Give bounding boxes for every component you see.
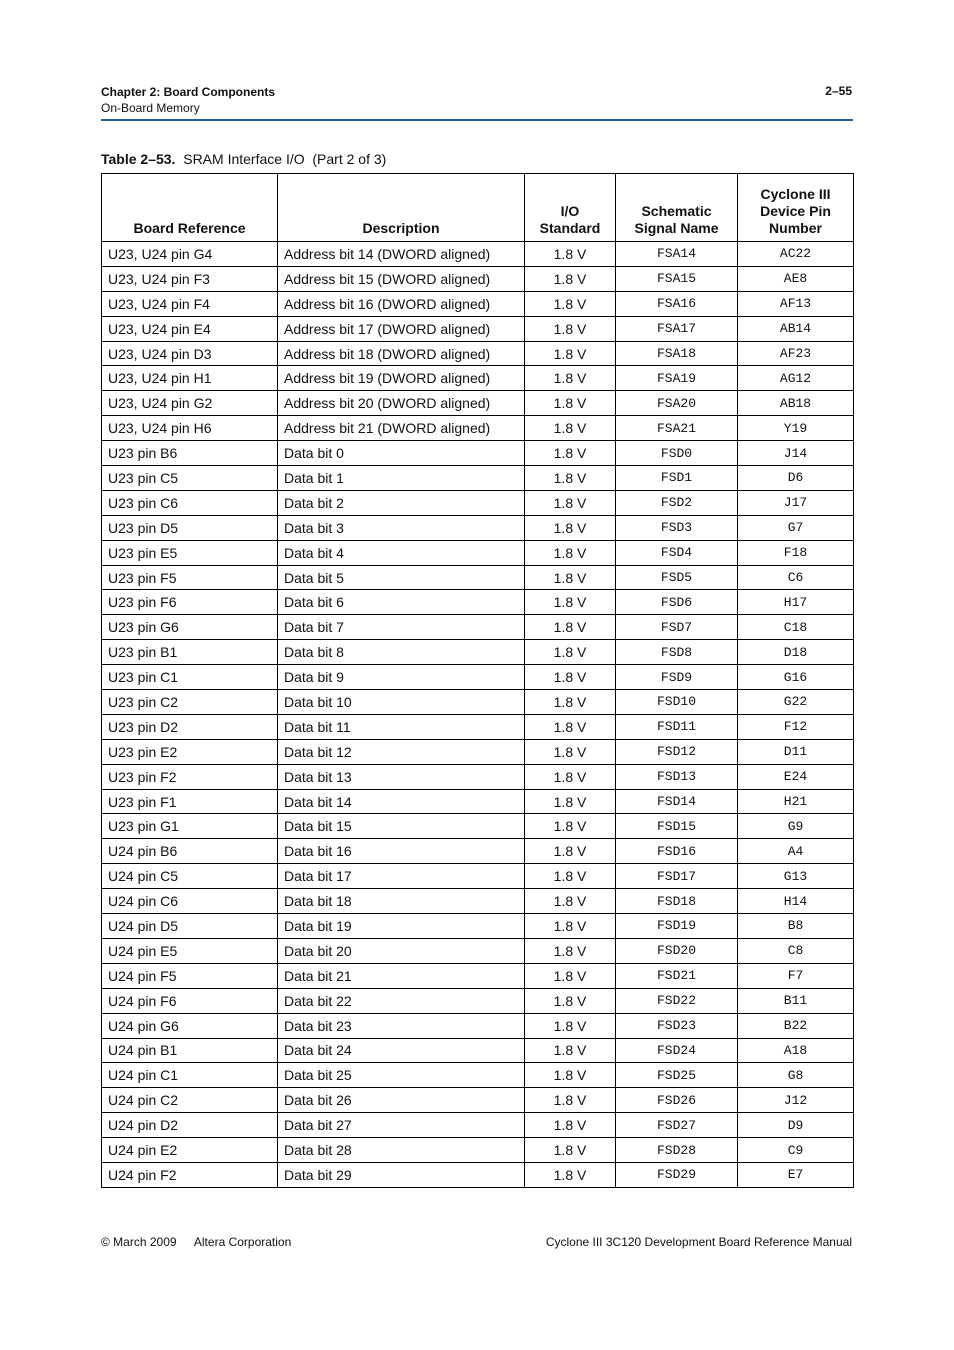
cell-description: Data bit 26 — [278, 1088, 525, 1113]
cell-board-reference: U24 pin B6 — [102, 839, 278, 864]
running-header — [101, 84, 275, 116]
cell-io-standard: 1.8 V — [525, 714, 616, 739]
cell-board-reference: U24 pin F2 — [102, 1162, 278, 1187]
cell-device-pin: F7 — [738, 963, 854, 988]
table-row — [102, 839, 854, 864]
section-title: On-Board Memory — [101, 101, 200, 115]
cell-description: Data bit 20 — [278, 938, 525, 963]
cell-io-standard: 1.8 V — [525, 1063, 616, 1088]
cell-device-pin: F18 — [738, 540, 854, 565]
cell-description: Data bit 19 — [278, 914, 525, 939]
cell-signal-name: FSD20 — [616, 938, 738, 963]
table-row — [102, 540, 854, 565]
cell-description: Data bit 17 — [278, 864, 525, 889]
cell-io-standard: 1.8 V — [525, 814, 616, 839]
cell-signal-name: FSD25 — [616, 1063, 738, 1088]
cell-board-reference: U23 pin F6 — [102, 590, 278, 615]
col-header-schematic-signal-name: Schematic Signal Name — [616, 174, 738, 242]
cell-board-reference: U23, U24 pin H6 — [102, 416, 278, 441]
cell-signal-name: FSD17 — [616, 864, 738, 889]
cell-signal-name: FSA16 — [616, 291, 738, 316]
cell-signal-name: FSD19 — [616, 914, 738, 939]
cell-device-pin: F12 — [738, 714, 854, 739]
cell-io-standard: 1.8 V — [525, 242, 616, 267]
cell-signal-name: FSD28 — [616, 1138, 738, 1163]
table-row — [102, 938, 854, 963]
table-row — [102, 665, 854, 690]
cell-signal-name: FSD14 — [616, 789, 738, 814]
table-row — [102, 1162, 854, 1187]
cell-device-pin: AG12 — [738, 366, 854, 391]
cell-device-pin: H14 — [738, 889, 854, 914]
cell-signal-name: FSD8 — [616, 640, 738, 665]
cell-io-standard: 1.8 V — [525, 1138, 616, 1163]
cell-device-pin: H17 — [738, 590, 854, 615]
cell-io-standard: 1.8 V — [525, 441, 616, 466]
cell-board-reference: U23, U24 pin G4 — [102, 242, 278, 267]
cell-description: Address bit 21 (DWORD aligned) — [278, 416, 525, 441]
cell-device-pin: J14 — [738, 441, 854, 466]
cell-description: Data bit 22 — [278, 988, 525, 1013]
table-row — [102, 1038, 854, 1063]
cell-device-pin: AE8 — [738, 266, 854, 291]
cell-description: Data bit 16 — [278, 839, 525, 864]
cell-io-standard: 1.8 V — [525, 391, 616, 416]
cell-board-reference: U24 pin E5 — [102, 938, 278, 963]
cell-device-pin: AC22 — [738, 242, 854, 267]
cell-device-pin: D11 — [738, 739, 854, 764]
cell-io-standard: 1.8 V — [525, 615, 616, 640]
cell-signal-name: FSA20 — [616, 391, 738, 416]
cell-board-reference: U23 pin G1 — [102, 814, 278, 839]
cell-board-reference: U23 pin B6 — [102, 441, 278, 466]
table-row — [102, 1063, 854, 1088]
cell-io-standard: 1.8 V — [525, 1088, 616, 1113]
cell-description: Data bit 12 — [278, 739, 525, 764]
table-row — [102, 291, 854, 316]
table-row — [102, 1088, 854, 1113]
cell-device-pin: AB14 — [738, 316, 854, 341]
cell-signal-name: FSD2 — [616, 490, 738, 515]
table-caption — [101, 151, 386, 167]
cell-description: Address bit 20 (DWORD aligned) — [278, 391, 525, 416]
cell-io-standard: 1.8 V — [525, 914, 616, 939]
cell-board-reference: U24 pin B1 — [102, 1038, 278, 1063]
cell-signal-name: FSD4 — [616, 540, 738, 565]
cell-description: Data bit 2 — [278, 490, 525, 515]
cell-board-reference: U24 pin D5 — [102, 914, 278, 939]
cell-device-pin: G8 — [738, 1063, 854, 1088]
table-row — [102, 366, 854, 391]
cell-description: Data bit 10 — [278, 690, 525, 715]
cell-io-standard: 1.8 V — [525, 938, 616, 963]
cell-board-reference: U23 pin D5 — [102, 515, 278, 540]
table-header-row — [102, 174, 854, 242]
footer-copyright: © March 2009 — [101, 1235, 177, 1249]
cell-board-reference: U23 pin D2 — [102, 714, 278, 739]
cell-device-pin: A18 — [738, 1038, 854, 1063]
sram-interface-table — [101, 173, 854, 1188]
cell-description: Address bit 15 (DWORD aligned) — [278, 266, 525, 291]
cell-description: Data bit 24 — [278, 1038, 525, 1063]
cell-board-reference: U24 pin G6 — [102, 1013, 278, 1038]
cell-io-standard: 1.8 V — [525, 466, 616, 491]
cell-device-pin: D6 — [738, 466, 854, 491]
table-body — [102, 242, 854, 1188]
cell-signal-name: FSD12 — [616, 739, 738, 764]
cell-description: Data bit 28 — [278, 1138, 525, 1163]
cell-board-reference: U23, U24 pin G2 — [102, 391, 278, 416]
cell-board-reference: U23 pin G6 — [102, 615, 278, 640]
cell-description: Data bit 8 — [278, 640, 525, 665]
cell-board-reference: U23, U24 pin E4 — [102, 316, 278, 341]
cell-io-standard: 1.8 V — [525, 988, 616, 1013]
cell-description: Data bit 15 — [278, 814, 525, 839]
cell-signal-name: FSD22 — [616, 988, 738, 1013]
cell-io-standard: 1.8 V — [525, 764, 616, 789]
cell-io-standard: 1.8 V — [525, 341, 616, 366]
table-row — [102, 242, 854, 267]
table-row — [102, 914, 854, 939]
cell-description: Data bit 0 — [278, 441, 525, 466]
cell-device-pin: AF13 — [738, 291, 854, 316]
cell-io-standard: 1.8 V — [525, 416, 616, 441]
cell-board-reference: U23 pin C6 — [102, 490, 278, 515]
cell-io-standard: 1.8 V — [525, 266, 616, 291]
cell-board-reference: U23 pin E2 — [102, 739, 278, 764]
cell-description: Data bit 5 — [278, 565, 525, 590]
cell-board-reference: U23 pin F2 — [102, 764, 278, 789]
cell-signal-name: FSD23 — [616, 1013, 738, 1038]
cell-device-pin: AF23 — [738, 341, 854, 366]
table-row — [102, 789, 854, 814]
cell-signal-name: FSD24 — [616, 1038, 738, 1063]
cell-io-standard: 1.8 V — [525, 291, 616, 316]
cell-signal-name: FSD18 — [616, 889, 738, 914]
cell-signal-name: FSD9 — [616, 665, 738, 690]
cell-io-standard: 1.8 V — [525, 864, 616, 889]
table-row — [102, 316, 854, 341]
table-title: SRAM Interface I/O — [183, 151, 305, 167]
cell-description: Data bit 21 — [278, 963, 525, 988]
table-row — [102, 391, 854, 416]
cell-device-pin: G9 — [738, 814, 854, 839]
cell-description: Data bit 11 — [278, 714, 525, 739]
cell-device-pin: C18 — [738, 615, 854, 640]
page-number: 2–55 — [825, 84, 852, 98]
cell-device-pin: J12 — [738, 1088, 854, 1113]
cell-signal-name: FSD3 — [616, 515, 738, 540]
table-part: (Part 2 of 3) — [312, 151, 387, 167]
table-row — [102, 416, 854, 441]
cell-description: Data bit 4 — [278, 540, 525, 565]
cell-board-reference: U24 pin C2 — [102, 1088, 278, 1113]
cell-signal-name: FSD7 — [616, 615, 738, 640]
cell-signal-name: FSA18 — [616, 341, 738, 366]
cell-device-pin: C8 — [738, 938, 854, 963]
cell-device-pin: AB18 — [738, 391, 854, 416]
footer-left — [101, 1235, 291, 1249]
cell-device-pin: G7 — [738, 515, 854, 540]
cell-board-reference: U24 pin F5 — [102, 963, 278, 988]
table-number: Table 2–53. — [101, 151, 176, 167]
cell-description: Data bit 18 — [278, 889, 525, 914]
cell-io-standard: 1.8 V — [525, 839, 616, 864]
cell-signal-name: FSD15 — [616, 814, 738, 839]
cell-description: Data bit 13 — [278, 764, 525, 789]
cell-signal-name: FSD1 — [616, 466, 738, 491]
table-row — [102, 341, 854, 366]
cell-io-standard: 1.8 V — [525, 739, 616, 764]
cell-board-reference: U23, U24 pin F4 — [102, 291, 278, 316]
cell-io-standard: 1.8 V — [525, 1162, 616, 1187]
table-row — [102, 690, 854, 715]
cell-board-reference: U23 pin F1 — [102, 789, 278, 814]
cell-device-pin: G13 — [738, 864, 854, 889]
cell-io-standard: 1.8 V — [525, 540, 616, 565]
cell-board-reference: U24 pin C6 — [102, 889, 278, 914]
cell-device-pin: C6 — [738, 565, 854, 590]
table-row — [102, 640, 854, 665]
table-row — [102, 1138, 854, 1163]
cell-description: Address bit 16 (DWORD aligned) — [278, 291, 525, 316]
table-row — [102, 441, 854, 466]
cell-signal-name: FSA21 — [616, 416, 738, 441]
cell-signal-name: FSD11 — [616, 714, 738, 739]
cell-board-reference: U23 pin B1 — [102, 640, 278, 665]
table-row — [102, 764, 854, 789]
cell-board-reference: U23, U24 pin H1 — [102, 366, 278, 391]
cell-board-reference: U23 pin C1 — [102, 665, 278, 690]
table-row — [102, 1113, 854, 1138]
cell-board-reference: U24 pin D2 — [102, 1113, 278, 1138]
cell-io-standard: 1.8 V — [525, 889, 616, 914]
footer-company: Altera Corporation — [193, 1235, 292, 1249]
cell-device-pin: E7 — [738, 1162, 854, 1187]
table-row — [102, 814, 854, 839]
cell-device-pin: E24 — [738, 764, 854, 789]
cell-device-pin: A4 — [738, 839, 854, 864]
cell-signal-name: FSA14 — [616, 242, 738, 267]
cell-description: Data bit 25 — [278, 1063, 525, 1088]
table-row — [102, 714, 854, 739]
cell-signal-name: FSD13 — [616, 764, 738, 789]
cell-description: Address bit 19 (DWORD aligned) — [278, 366, 525, 391]
table-row — [102, 1013, 854, 1038]
col-header-description: Description — [278, 174, 525, 242]
cell-signal-name: FSD6 — [616, 590, 738, 615]
cell-io-standard: 1.8 V — [525, 963, 616, 988]
table-row — [102, 739, 854, 764]
cell-board-reference: U24 pin C5 — [102, 864, 278, 889]
cell-device-pin: Y19 — [738, 416, 854, 441]
table-row — [102, 515, 854, 540]
cell-io-standard: 1.8 V — [525, 1013, 616, 1038]
col-header-io-standard: I/O Standard — [525, 174, 616, 242]
cell-description: Data bit 29 — [278, 1162, 525, 1187]
chapter-title: Chapter 2: Board Components — [101, 85, 276, 99]
cell-device-pin: G22 — [738, 690, 854, 715]
cell-io-standard: 1.8 V — [525, 316, 616, 341]
table-row — [102, 963, 854, 988]
cell-device-pin: B11 — [738, 988, 854, 1013]
table-row — [102, 565, 854, 590]
cell-signal-name: FSD10 — [616, 690, 738, 715]
table-row — [102, 615, 854, 640]
cell-board-reference: U23 pin C2 — [102, 690, 278, 715]
col-header-board-reference: Board Reference — [102, 174, 278, 242]
cell-signal-name: FSD5 — [616, 565, 738, 590]
cell-board-reference: U24 pin E2 — [102, 1138, 278, 1163]
cell-signal-name: FSD26 — [616, 1088, 738, 1113]
cell-board-reference: U23, U24 pin F3 — [102, 266, 278, 291]
cell-board-reference: U24 pin C1 — [102, 1063, 278, 1088]
table-row — [102, 590, 854, 615]
cell-device-pin: G16 — [738, 665, 854, 690]
cell-io-standard: 1.8 V — [525, 590, 616, 615]
cell-signal-name: FSD16 — [616, 839, 738, 864]
cell-board-reference: U23, U24 pin D3 — [102, 341, 278, 366]
cell-signal-name: FSA15 — [616, 266, 738, 291]
col-header-device-pin-number: Cyclone III Device Pin Number — [738, 174, 854, 242]
table-row — [102, 490, 854, 515]
cell-io-standard: 1.8 V — [525, 1038, 616, 1063]
table-row — [102, 988, 854, 1013]
cell-io-standard: 1.8 V — [525, 690, 616, 715]
cell-device-pin: D9 — [738, 1113, 854, 1138]
cell-description: Data bit 3 — [278, 515, 525, 540]
cell-device-pin: B8 — [738, 914, 854, 939]
cell-description: Address bit 18 (DWORD aligned) — [278, 341, 525, 366]
table-row — [102, 864, 854, 889]
cell-board-reference: U23 pin F5 — [102, 565, 278, 590]
cell-io-standard: 1.8 V — [525, 640, 616, 665]
cell-description: Data bit 14 — [278, 789, 525, 814]
cell-board-reference: U23 pin C5 — [102, 466, 278, 491]
cell-description: Address bit 14 (DWORD aligned) — [278, 242, 525, 267]
cell-device-pin: J17 — [738, 490, 854, 515]
table-row — [102, 466, 854, 491]
cell-io-standard: 1.8 V — [525, 515, 616, 540]
cell-signal-name: FSA19 — [616, 366, 738, 391]
cell-io-standard: 1.8 V — [525, 665, 616, 690]
header-rule — [101, 119, 853, 121]
cell-io-standard: 1.8 V — [525, 1113, 616, 1138]
cell-io-standard: 1.8 V — [525, 490, 616, 515]
table-row — [102, 266, 854, 291]
cell-device-pin: B22 — [738, 1013, 854, 1038]
cell-device-pin: H21 — [738, 789, 854, 814]
cell-board-reference: U23 pin E5 — [102, 540, 278, 565]
cell-signal-name: FSD27 — [616, 1113, 738, 1138]
cell-description: Data bit 7 — [278, 615, 525, 640]
cell-device-pin: D18 — [738, 640, 854, 665]
cell-signal-name: FSD21 — [616, 963, 738, 988]
table-row — [102, 889, 854, 914]
cell-device-pin: C9 — [738, 1138, 854, 1163]
cell-signal-name: FSD0 — [616, 441, 738, 466]
cell-description: Data bit 6 — [278, 590, 525, 615]
cell-io-standard: 1.8 V — [525, 789, 616, 814]
cell-signal-name: FSA17 — [616, 316, 738, 341]
cell-io-standard: 1.8 V — [525, 565, 616, 590]
cell-description: Data bit 23 — [278, 1013, 525, 1038]
cell-description: Address bit 17 (DWORD aligned) — [278, 316, 525, 341]
cell-description: Data bit 27 — [278, 1113, 525, 1138]
cell-io-standard: 1.8 V — [525, 366, 616, 391]
cell-description: Data bit 1 — [278, 466, 525, 491]
cell-board-reference: U24 pin F6 — [102, 988, 278, 1013]
cell-description: Data bit 9 — [278, 665, 525, 690]
cell-signal-name: FSD29 — [616, 1162, 738, 1187]
footer-manual-title: Cyclone III 3C120 Development Board Reference Manual — [545, 1235, 852, 1249]
